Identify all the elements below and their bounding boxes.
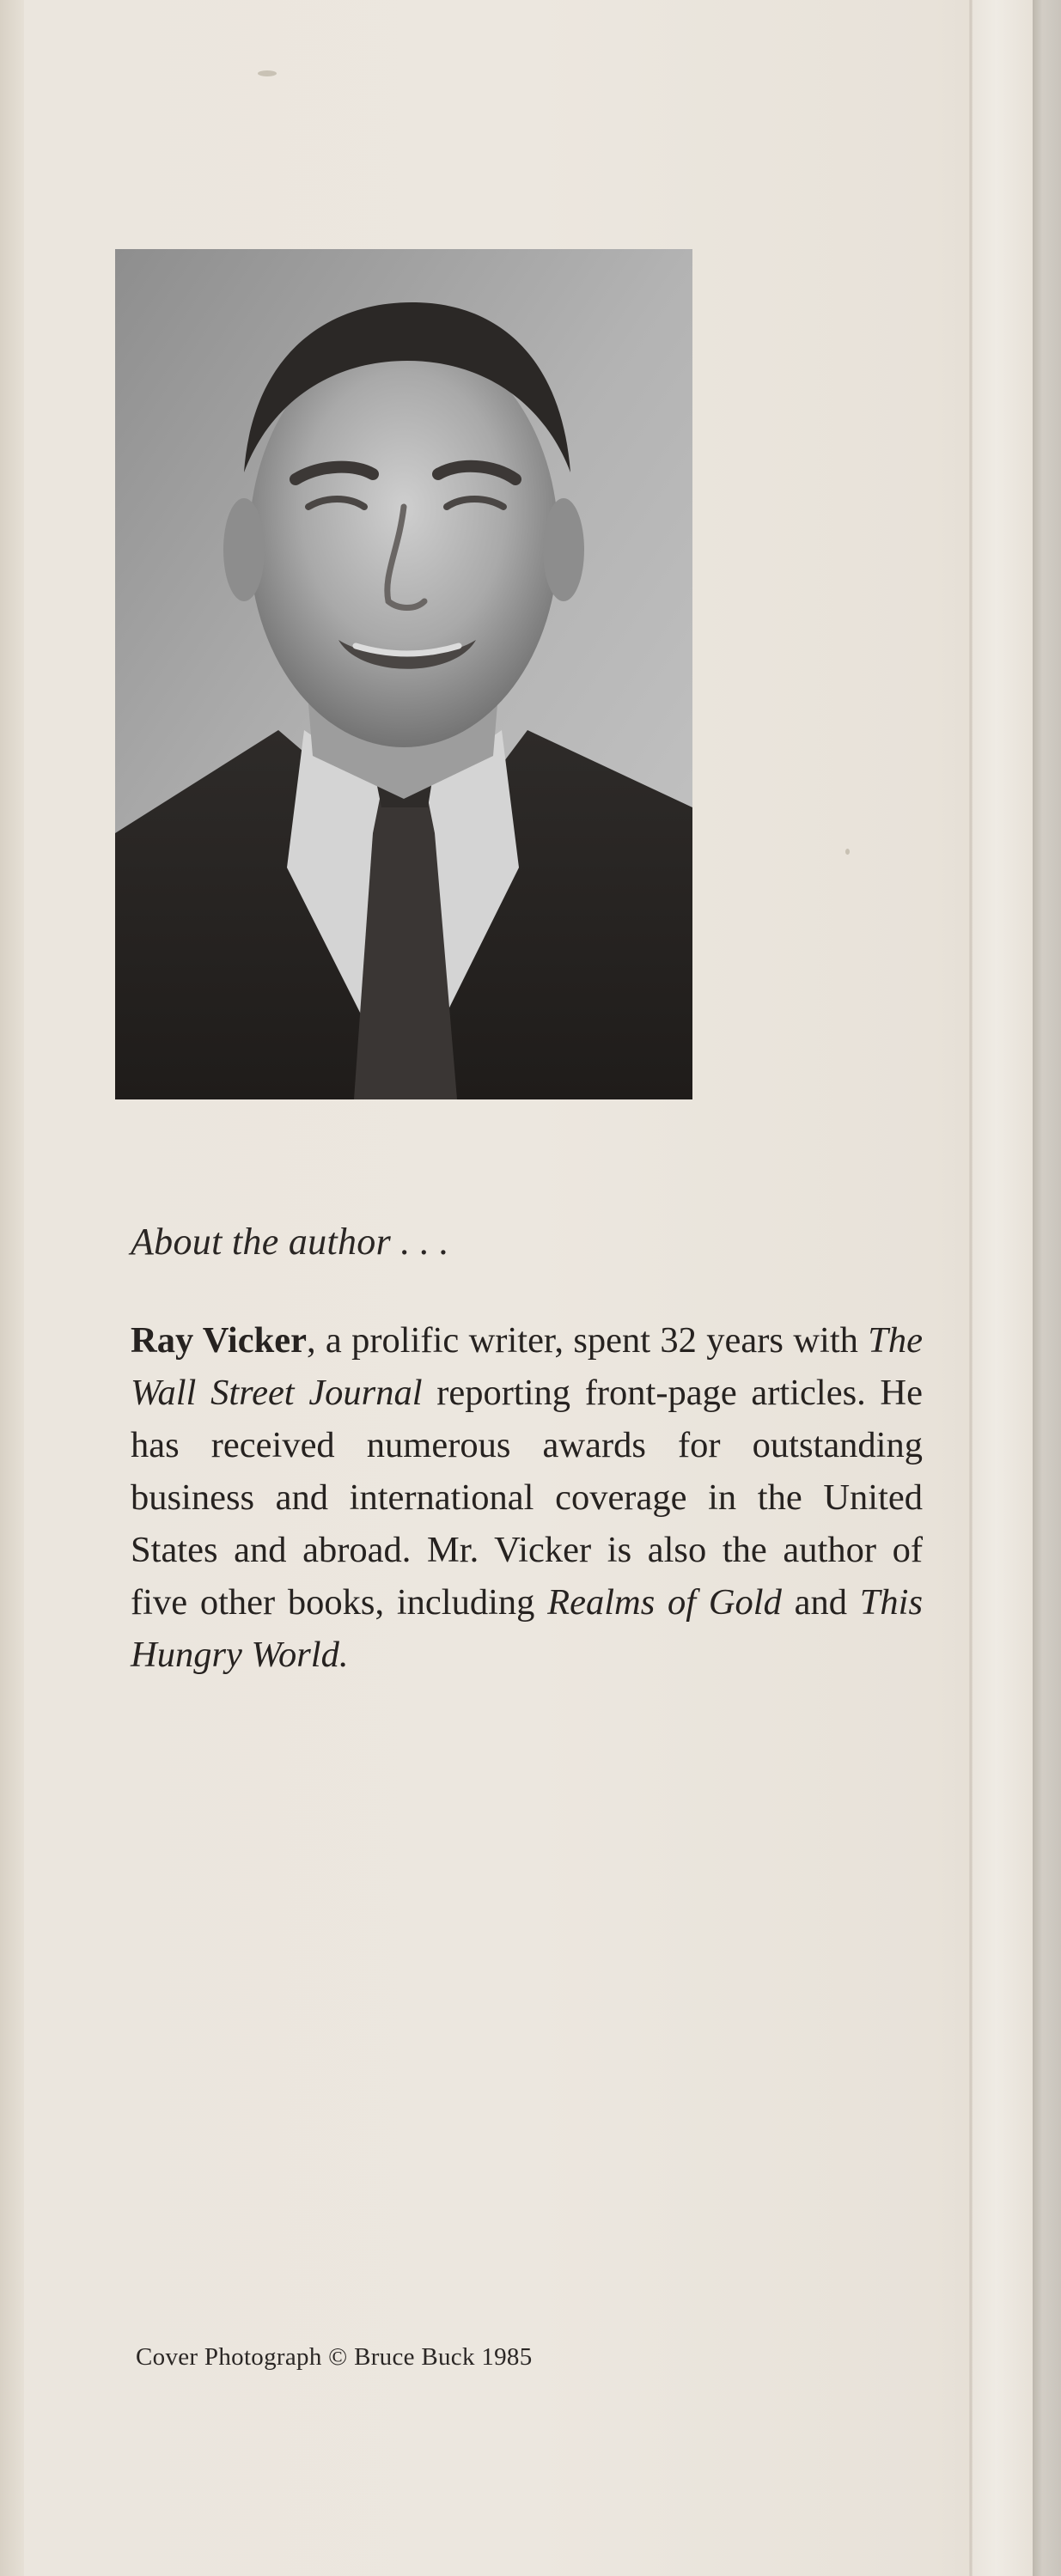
author-portrait-photo [115, 249, 692, 1099]
bio-text-segment: reporting front-page articles. He has received numerous awards for outstanding business and international coverage in the United States and abroad. Mr. Vicker is also the author of five other books, including [131, 1373, 923, 1623]
right-paper-edge [1033, 0, 1061, 2576]
book-title: Realms of Gold [547, 1582, 782, 1623]
bio-text-segment: , a prolific writer, spent 32 years with [306, 1320, 869, 1361]
left-paper-edge [0, 0, 24, 2576]
bio-text-segment: and [781, 1582, 860, 1623]
photo-credit: Cover Photograph © Bruce Buck 1985 [136, 2343, 533, 2371]
about-author-heading: About the author . . . [131, 1221, 449, 1263]
book-title: This Hungry World. [131, 1582, 923, 1675]
folded-flap-strip [973, 0, 1033, 2576]
author-bio-paragraph [131, 1314, 923, 1681]
author-name: Ray Vicker [131, 1320, 307, 1361]
paper-speck [845, 849, 850, 855]
paper-speck [258, 70, 277, 76]
publication-title: The Wall Street Journal [131, 1320, 923, 1413]
